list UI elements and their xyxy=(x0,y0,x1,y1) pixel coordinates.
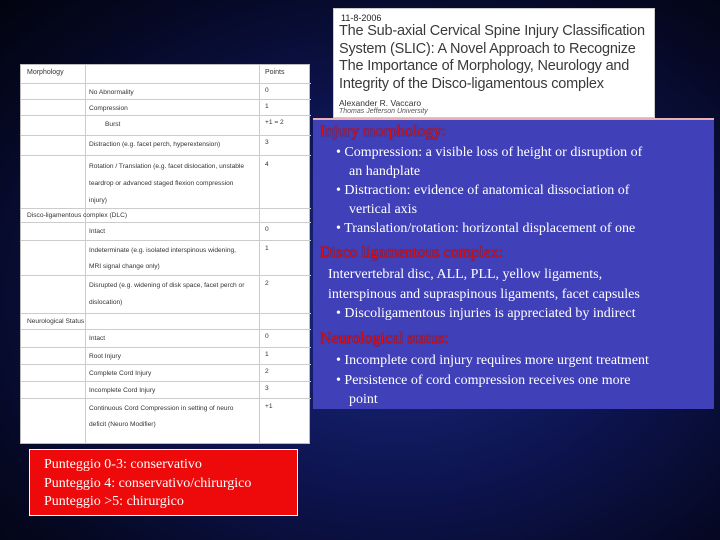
row-label: dislocation) xyxy=(89,299,123,306)
row-points: 2 xyxy=(265,280,269,287)
row-points: 1 xyxy=(265,351,269,358)
score-line: Punteggio >5: chirurgico xyxy=(44,494,184,509)
row-label: Intact xyxy=(89,335,106,342)
article-title-image xyxy=(333,8,655,118)
row-label: Rotation / Translation (e.g. facet dislocation, unstable xyxy=(89,163,245,170)
table-row xyxy=(21,329,311,348)
table-row xyxy=(21,275,311,314)
row-points: +1 = 2 xyxy=(265,119,284,126)
article-affiliation: Thomas Jefferson University xyxy=(339,108,428,115)
disco-ligamentous-heading: Disco ligamentous complex: xyxy=(320,244,504,261)
score-summary-box xyxy=(29,449,298,516)
row-label: Neurological Status xyxy=(27,318,85,325)
neurological-status-heading: Neurological status: xyxy=(320,330,449,347)
row-label: Complete Cord Injury xyxy=(89,370,152,377)
table-row xyxy=(21,135,311,156)
disco-text: Intervertebral disc, ALL, PLL, yellow ligaments, xyxy=(328,267,603,282)
row-points: 0 xyxy=(265,226,269,233)
injury-bullet: • Distraction: evidence of anatomical dissociation of xyxy=(336,183,630,198)
injury-bullet: an handplate xyxy=(349,164,421,179)
table-row xyxy=(21,99,311,116)
slic-scoring-table xyxy=(20,64,310,444)
row-label: deficit (Neuro Modifier) xyxy=(89,421,156,428)
row-label: Burst xyxy=(105,121,121,128)
row-label: Disrupted (e.g. widening of disk space, facet perch or xyxy=(89,282,245,289)
injury-bullet: • Compression: a visible loss of height or disruption of xyxy=(336,145,643,160)
table-row xyxy=(21,313,311,330)
score-line: Punteggio 0-3: conservativo xyxy=(44,457,202,472)
neuro-bullet: point xyxy=(349,392,378,407)
row-label: teardrop or advanced staged flexion compression xyxy=(89,180,234,187)
row-label: Compression xyxy=(89,105,128,112)
row-points: 0 xyxy=(265,333,269,340)
table-row xyxy=(21,222,311,241)
row-label: Root Injury xyxy=(89,353,121,360)
row-points: 4 xyxy=(265,161,269,168)
article-author: Alexander R. Vaccaro xyxy=(339,98,422,108)
row-points: +1 xyxy=(265,403,273,410)
table-row xyxy=(21,398,311,445)
table-row xyxy=(21,155,311,209)
row-points: 3 xyxy=(265,385,269,392)
row-points: 2 xyxy=(265,368,269,375)
table-header-points: Points xyxy=(265,69,285,76)
article-date: 11-8-2006 xyxy=(341,13,382,23)
row-label: Distraction (e.g. facet perch, hyperextension) xyxy=(89,141,221,148)
row-label: Intact xyxy=(89,228,106,235)
injury-bullet: vertical axis xyxy=(349,202,418,217)
table-row xyxy=(21,208,311,223)
row-label: Continuous Cord Compression in setting of neuro xyxy=(89,405,234,412)
article-title-line: The Sub-axial Cervical Spine Injury Classification xyxy=(339,23,645,39)
table-row xyxy=(21,83,311,100)
row-points: 1 xyxy=(265,103,269,110)
row-label: MRI signal change only) xyxy=(89,263,160,270)
injury-morphology-heading: Injury morphology: xyxy=(320,123,446,140)
injury-bullet: • Translation/rotation: horizontal displacement of one xyxy=(336,221,636,236)
row-points: 0 xyxy=(265,87,269,94)
article-title-line: Integrity of the Disco-ligamentous complex xyxy=(339,75,604,92)
row-points: 1 xyxy=(265,245,269,252)
row-label: No Abnormality xyxy=(89,89,134,96)
neuro-bullet: • Incomplete cord injury requires more urgent treatment xyxy=(336,353,649,368)
table-row xyxy=(21,115,311,136)
table-row xyxy=(21,240,311,276)
disco-text: • Discoligamentous injuries is appreciated by indirect xyxy=(336,306,636,321)
table-row xyxy=(21,364,311,382)
score-line: Punteggio 4: conservativo/chirurgico xyxy=(44,475,252,491)
row-label: Indeterminate (e.g. isolated interspinous widening, xyxy=(89,247,236,254)
row-points: 3 xyxy=(265,139,269,146)
table-header-label: Morphology xyxy=(27,69,64,76)
row-label: Disco-ligamentous complex (DLC) xyxy=(27,212,128,219)
article-title-line: System (SLIC): A Novel Approach to Recognize xyxy=(339,40,636,57)
table-row xyxy=(21,381,311,399)
table-row xyxy=(21,347,311,365)
row-label: Incomplete Cord Injury xyxy=(89,387,156,394)
disco-text: interspinous and supraspinous ligaments, facet capsules xyxy=(328,287,640,302)
article-title-line: The Importance of Morphology, Neurology and xyxy=(339,58,630,74)
neuro-bullet: • Persistence of cord compression receives one more xyxy=(336,373,631,388)
article-title xyxy=(339,23,649,93)
row-label: injury) xyxy=(89,197,107,204)
